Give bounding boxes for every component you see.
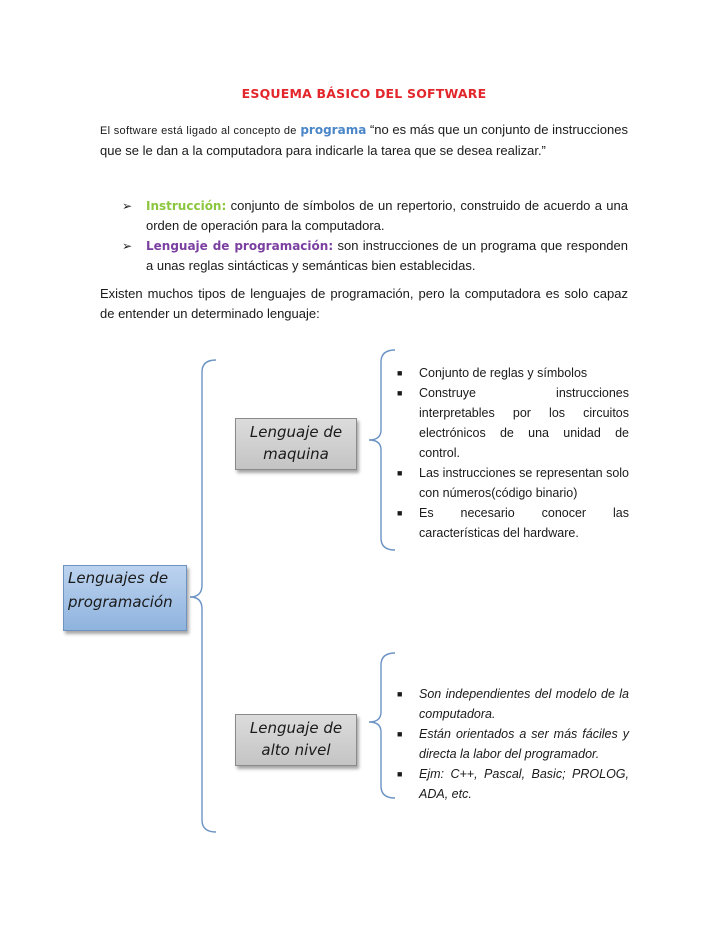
branch-box-maquina <box>235 418 357 470</box>
alto-nivel-feature-list <box>397 684 629 804</box>
list-item: ■ Es necesario conocer las características del hardware. <box>397 503 629 543</box>
square-bullet-icon: ■ <box>397 468 403 478</box>
list-item: ■ Ejm: C++, Pascal, Basic; PROLOG, ADA, etc. <box>397 764 629 804</box>
intro-definition: “no es más que un conjunto de instrucciones que se le dan a la computadora para indicarle la tarea que se desea realizar.” <box>100 122 628 158</box>
arrow-bullet-icon: ➢ <box>122 239 133 253</box>
square-bullet-icon: ■ <box>397 729 403 739</box>
branch-label-maquina: Lenguaje de maquina <box>249 423 343 463</box>
paragraph-tipos-lenguajes: Existen muchos tipos de lenguajes de programación, pero la computadora es solo capaz de entender un determinado lenguaje: <box>100 286 628 321</box>
branch-label-alto-nivel: Lenguaje de alto nivel <box>249 719 343 759</box>
arrow-bullet-icon: ➢ <box>122 199 133 213</box>
root-bracket <box>190 360 216 832</box>
square-bullet-icon: ■ <box>397 508 403 518</box>
root-node-label: Lenguajes de programación <box>68 569 173 611</box>
page-title: ESQUEMA BÁSICO DEL SOFTWARE <box>241 86 487 101</box>
lower-branch-bracket <box>369 653 395 798</box>
square-bullet-icon: ■ <box>397 388 403 398</box>
root-node-box <box>63 565 187 631</box>
intro-prefix: El software está ligado al concepto de <box>100 125 297 137</box>
keyword-programa: programa <box>300 123 367 137</box>
list-item: ■ Están orientados a ser más fáciles y directa la labor del programador. <box>397 724 629 764</box>
term-instruccion: Instrucción: <box>146 199 227 213</box>
term-lenguaje-programacion: Lenguaje de programación: <box>146 239 334 253</box>
list-item: ■ Conjunto de reglas y símbolos <box>397 363 629 383</box>
square-bullet-icon: ■ <box>397 689 403 699</box>
list-item: ■ Las instrucciones se representan solo con números(código binario) <box>397 463 629 503</box>
list-item: ■ Son independientes del modelo de la computadora. <box>397 684 629 724</box>
definition-text: conjunto de símbolos de un repertorio, construido de acuerdo a una orden de operación para la computadora. <box>146 198 628 233</box>
square-bullet-icon: ■ <box>397 368 403 378</box>
list-item: ■ Construye instrucciones interpretables por los circuitos electrónicos de una unidad de control. <box>397 383 629 463</box>
square-bullet-icon: ■ <box>397 769 403 779</box>
definition-text: son instrucciones de un programa que responden a unas reglas sintácticas y semánticas bien establecidas. <box>146 238 628 273</box>
branch-box-alto-nivel <box>235 714 357 766</box>
maquina-feature-list <box>397 363 629 543</box>
upper-branch-bracket <box>369 350 395 550</box>
